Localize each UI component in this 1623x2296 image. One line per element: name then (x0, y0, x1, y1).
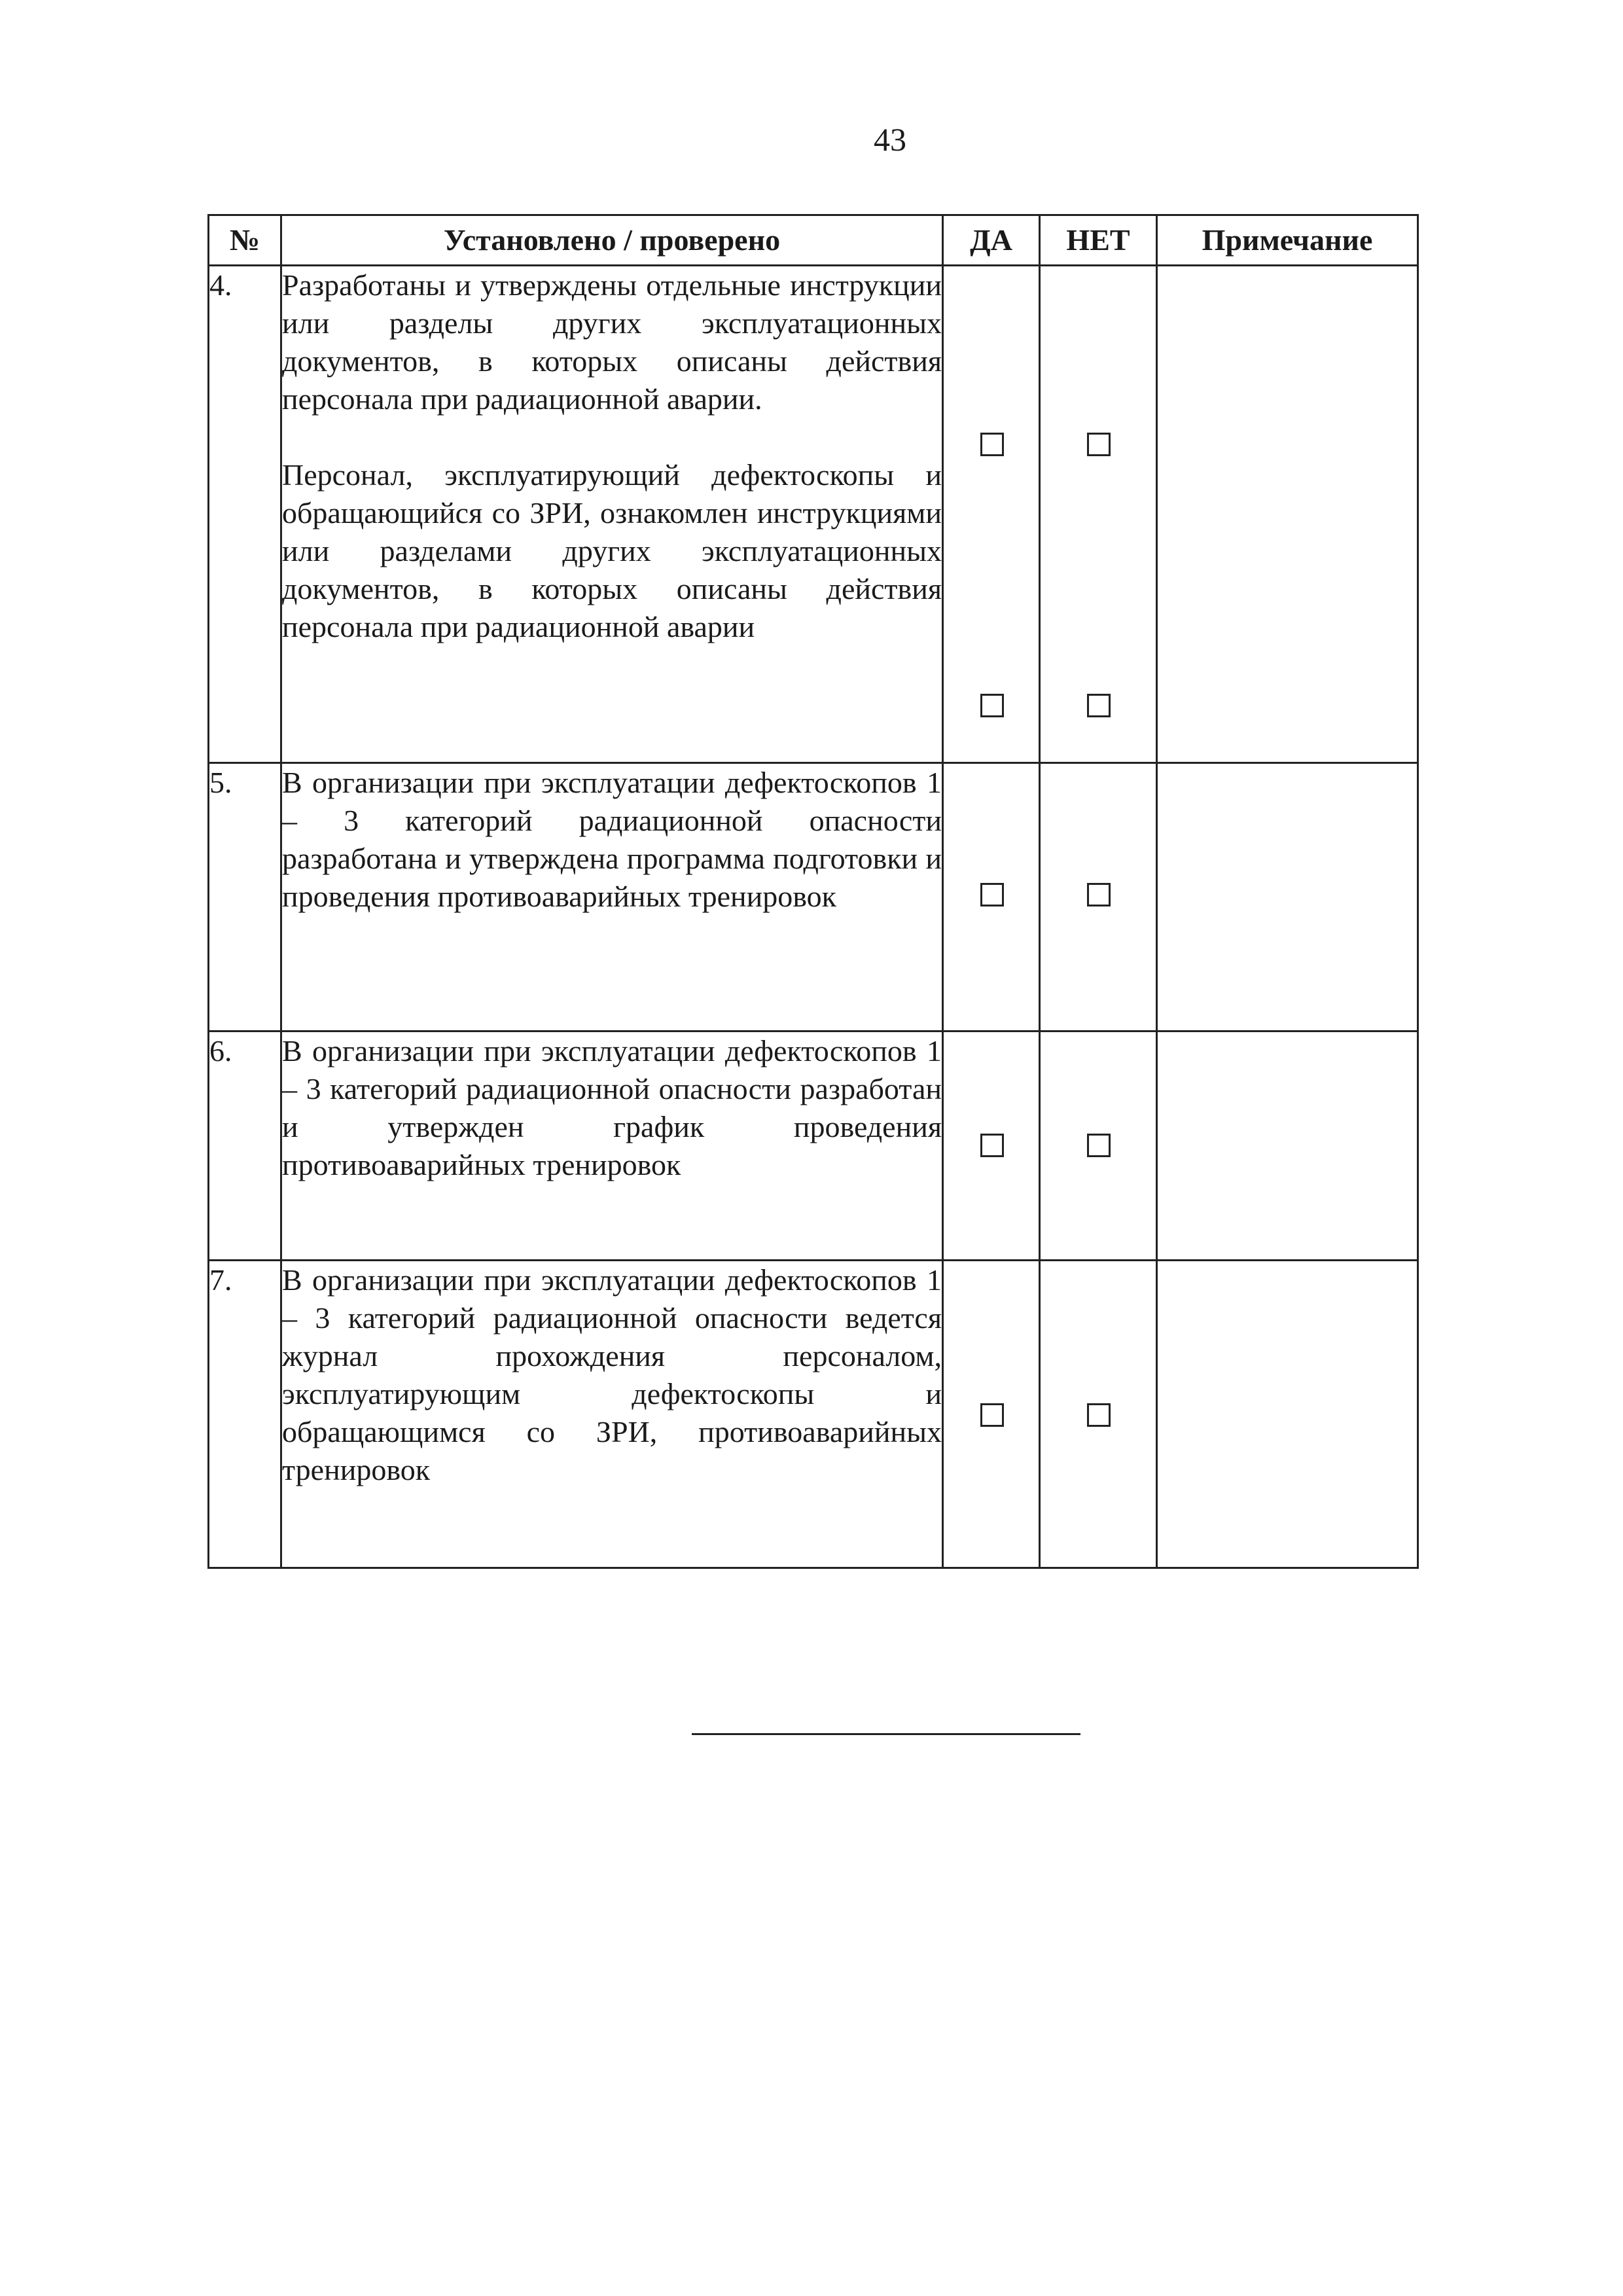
no-cell (1040, 1261, 1157, 1568)
yes-cell (943, 1261, 1040, 1568)
row-number: 7. (209, 1261, 281, 1568)
no-checkbox[interactable] (1087, 1134, 1111, 1157)
note-cell[interactable] (1157, 763, 1418, 1031)
yes-checkbox[interactable] (980, 883, 1004, 906)
no-checkbox[interactable] (1087, 883, 1111, 906)
no-cell (1040, 1031, 1157, 1261)
row-description (281, 266, 943, 763)
header-no: НЕТ (1040, 215, 1157, 266)
row-text: В организации при эксплуатации дефектоскопов 1 – 3 категорий радиационной опасности ведется журнал прохождения персоналом, эксплуатирующим дефектоскопы и обращающимся со ЗРИ, противоаварийных тренировок (282, 1263, 942, 1486)
no-checkbox[interactable] (1087, 1403, 1111, 1427)
header-item: Установлено / проверено (281, 215, 943, 266)
end-of-document-rule (692, 1733, 1080, 1735)
yes-cell (943, 763, 1040, 1031)
row-number: 6. (209, 1031, 281, 1261)
table-row (209, 1261, 1418, 1568)
table-row (209, 266, 1418, 763)
header-row (209, 215, 1418, 266)
header-note: Примечание (1157, 215, 1418, 266)
yes-checkbox[interactable] (980, 433, 1004, 456)
note-cell[interactable] (1157, 1031, 1418, 1261)
yes-checkbox[interactable] (980, 1134, 1004, 1157)
row-number: 5. (209, 763, 281, 1031)
table-row (209, 1031, 1418, 1261)
row-text: В организации при эксплуатации дефектоскопов 1 – 3 категорий радиационной опасности разработана и утверждена программа подготовки и проведения противоаварийных тренировок (282, 766, 942, 913)
no-cell (1040, 763, 1157, 1031)
yes-cell (943, 266, 1040, 763)
table-row (209, 763, 1418, 1031)
row-description (281, 1031, 943, 1261)
no-checkbox[interactable] (1087, 694, 1111, 717)
row-description (281, 763, 943, 1031)
row-text: Персонал, эксплуатирующий дефектоскопы и обращающийся со ЗРИ, ознакомлен инструкциями или разделами других эксплуатационных документов, в которых описаны действия персонала при радиационной аварии (282, 458, 942, 643)
row-text: В организации при эксплуатации дефектоскопов 1 – 3 категорий радиационной опасности разработан и утвержден график проведения противоаварийных тренировок (282, 1034, 942, 1181)
yes-cell (943, 1031, 1040, 1261)
row-text: Разработаны и утверждены отдельные инструкции или разделы других эксплуатационных документов, в которых описаны действия персонала при радиационной аварии. (282, 268, 942, 416)
row-number: 4. (209, 266, 281, 763)
no-cell (1040, 266, 1157, 763)
page-number: 43 (874, 121, 906, 158)
yes-checkbox[interactable] (980, 694, 1004, 717)
no-checkbox[interactable] (1087, 433, 1111, 456)
checklist-table (207, 214, 1419, 1569)
note-cell[interactable] (1157, 266, 1418, 763)
header-yes: ДА (943, 215, 1040, 266)
row-description (281, 1261, 943, 1568)
header-num: № (209, 215, 281, 266)
yes-checkbox[interactable] (980, 1403, 1004, 1427)
note-cell[interactable] (1157, 1261, 1418, 1568)
